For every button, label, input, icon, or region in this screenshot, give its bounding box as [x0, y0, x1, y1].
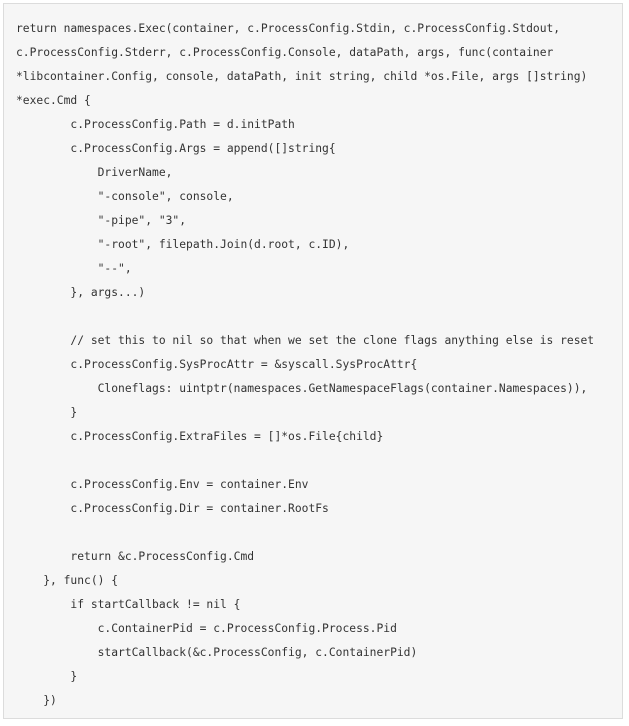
- code-line: DriverName,: [16, 166, 173, 179]
- code-line: c.ProcessConfig.Stderr, c.ProcessConfig.Console, dataPath, args, func(container: [16, 46, 554, 59]
- code-line: "--",: [16, 262, 132, 275]
- code-line: "-root", filepath.Join(d.root, c.ID),: [16, 238, 350, 251]
- code-line: c.ProcessConfig.Path = d.initPath: [16, 118, 295, 131]
- code-line: c.ProcessConfig.Dir = container.RootFs: [16, 502, 329, 515]
- code-line: }, func() {: [16, 574, 119, 587]
- code-line: [16, 521, 594, 545]
- code-line: }): [16, 694, 57, 707]
- code-block: [16, 17, 594, 713]
- code-line: [16, 449, 594, 473]
- code-line: c.ProcessConfig.Args = append([]string{: [16, 142, 336, 155]
- code-line: *exec.Cmd {: [16, 94, 91, 107]
- code-line: return &c.ProcessConfig.Cmd: [16, 550, 255, 563]
- code-line: }: [16, 406, 78, 419]
- code-block-container: [3, 3, 623, 719]
- code-line: "-console", console,: [16, 190, 234, 203]
- code-line: c.ContainerPid = c.ProcessConfig.Process.Pid: [16, 622, 397, 635]
- code-line: c.ProcessConfig.SysProcAttr = &syscall.SysProcAttr{: [16, 358, 418, 371]
- code-line: [16, 305, 594, 329]
- code-line: }: [16, 670, 78, 683]
- code-line: startCallback(&c.ProcessConfig, c.ContainerPid): [16, 646, 418, 659]
- code-line: c.ProcessConfig.ExtraFiles = []*os.File{child}: [16, 430, 384, 443]
- code-line: // set this to nil so that when we set the clone flags anything else is reset: [16, 334, 595, 347]
- code-line: }, args...): [16, 286, 146, 299]
- code-line: *libcontainer.Config, console, dataPath, init string, child *os.File, args []string): [16, 70, 588, 83]
- code-line: if startCallback != nil {: [16, 598, 241, 611]
- code-line: Cloneflags: uintptr(namespaces.GetNamespaceFlags(container.Namespaces)),: [16, 382, 588, 395]
- code-line: return namespaces.Exec(container, c.ProcessConfig.Stdin, c.ProcessConfig.Stdout,: [16, 22, 561, 35]
- code-line: "-pipe", "3",: [16, 214, 187, 227]
- code-line: c.ProcessConfig.Env = container.Env: [16, 478, 309, 491]
